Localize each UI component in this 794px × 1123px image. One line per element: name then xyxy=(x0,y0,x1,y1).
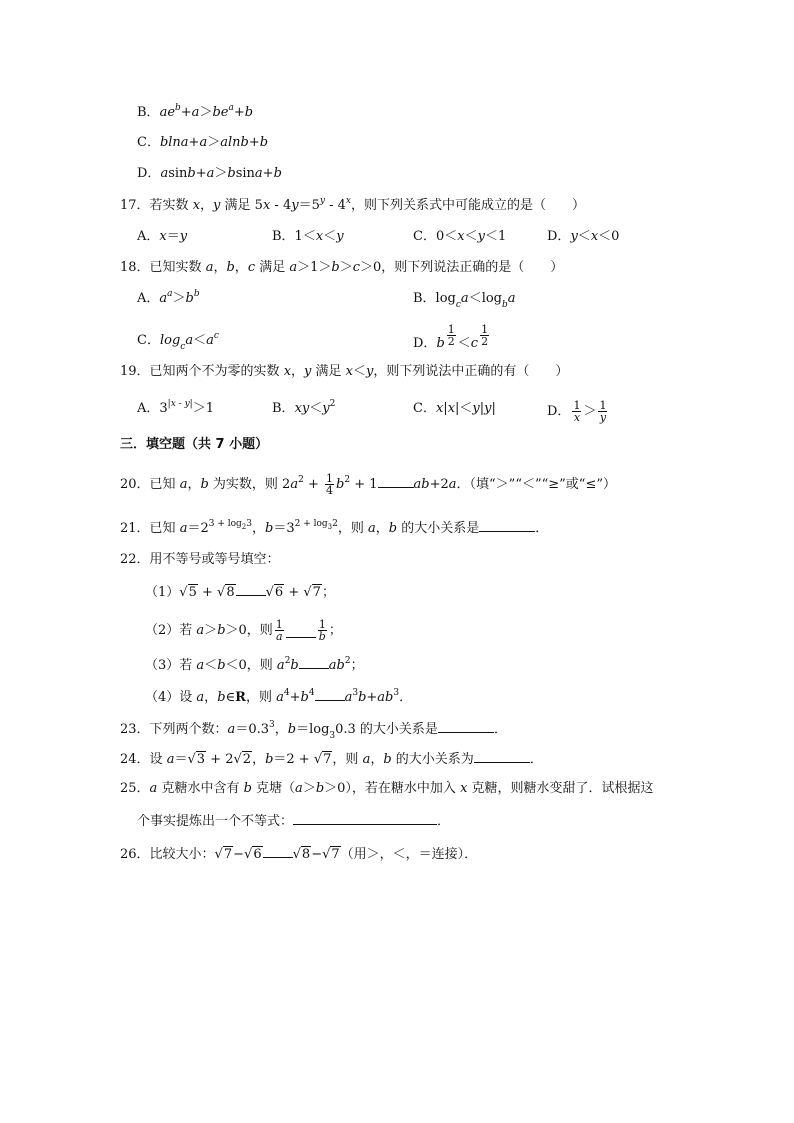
q22-part-1: （1）√5 + √8 √6 + √7； xyxy=(145,581,335,602)
q23-blank[interactable] xyxy=(438,718,494,733)
q25-line-1: 25．a 克糖水中含有 b 克塘（a＞b＞0），若在糖水中加入 x 克糖，则糖水变甜了．试根据这 xyxy=(120,781,654,796)
q17-stem: 17．若实数 x，y 满足 $5x - 4y=5^y - 4^x$，则下列关系式中可能成立的是（ ） xyxy=(120,195,585,213)
q25-line-2: 个事实提炼出一个不等式： ． xyxy=(137,810,450,831)
q19-option-b: B．$xy<y^2$ xyxy=(272,398,336,416)
q20-blank[interactable] xyxy=(378,473,414,488)
q21-blank[interactable] xyxy=(479,517,535,532)
q19-option-c: C．x|x|＜y|y| xyxy=(413,401,496,416)
q24-stem: 24．设 a＝√3 + 2√2，b＝2 + √7，则 a，b 的大小关系为 ． xyxy=(120,748,543,769)
q19-stem: 19．已知两个不为零的实数 x，y 满足 x＜y，则下列说法中正确的有（ ） xyxy=(120,364,569,379)
section-title: 三．填空题（共 7 小题） xyxy=(120,437,269,452)
q22-part-3: （3）若 a＜b＜0，则 $a^2b$ $ab^2$； xyxy=(145,655,364,673)
q19-option-d: D． $\frac{1}{x}$ ＞ $\frac{1}{y}$ xyxy=(547,399,607,424)
q26-stem: 26．比较大小：√7−√6 √8−√7（用＞，＜，＝连接）． xyxy=(120,843,477,864)
q23-stem: 23．下列两个数：$a=0.3^3$，$b=\log_30.3$ 的大小关系是 ． xyxy=(120,719,507,741)
q22-3-blank[interactable] xyxy=(299,654,329,669)
q17-option-d: D．y＜x＜0 xyxy=(547,229,620,244)
q22-part-2: （2）若 a＞b＞0，则 $\frac{1}{a}$ $\frac{1}{b}$ ； xyxy=(145,618,342,643)
q24-blank[interactable] xyxy=(474,748,530,763)
q18-option-c: C．$\log_ca<a^c$ xyxy=(137,330,219,352)
q22-2-blank[interactable] xyxy=(286,623,316,638)
q18-option-b: B．$\log_ca<\log_ba$ xyxy=(413,291,516,310)
q18-stem: 18．已知实数 a，b，c 满足 a＞1＞b＞c＞0，则下列说法正确的是（ ） xyxy=(120,260,564,275)
q19-option-a: A．$3^{|x - y|}>1$ xyxy=(137,398,214,416)
q18-option-a: A．$a^a>b^b$ xyxy=(137,288,200,306)
q25-blank[interactable] xyxy=(293,810,437,825)
q20-stem: 20．已知 a，b 为实数，则 $2a^2$ + $\frac{1}{4}$ $b^2 + 1$ ab+2a．（填“＞”“＜”“≥”或“≤”） xyxy=(120,472,616,497)
q22-4-blank[interactable] xyxy=(315,686,345,701)
q16-option-c: C．blna+a＞alnb+b xyxy=(137,135,269,150)
q26-blank[interactable] xyxy=(263,843,293,858)
q17-option-a: A．x＝y xyxy=(137,229,188,244)
q21-stem: 21．已知 $a=2^{3 + log_23}$，$b=3^{2 + log_32}$，则 a，b 的大小关系是 ． xyxy=(120,518,549,536)
q16-option-b: B．$ae^b+a>be^a+b$ xyxy=(137,102,254,120)
q22-part-4: （4）设 a，b∈R，则 $a^4+b^4$ $a^3b+ab^3$． xyxy=(145,687,413,705)
q17-option-b: B．1＜x＜y xyxy=(272,229,344,244)
q17-option-c: C．0＜x＜y＜1 xyxy=(413,229,507,244)
q22-1-blank[interactable] xyxy=(236,581,266,596)
q18-option-d: D．b $\frac{1}{2}$ ＜c $\frac{1}{2}$ xyxy=(413,323,489,351)
q16-option-d: D．asinb+a＞bsina+b xyxy=(137,166,282,181)
q22-stem: 22．用不等号或等号填空： xyxy=(120,552,280,567)
